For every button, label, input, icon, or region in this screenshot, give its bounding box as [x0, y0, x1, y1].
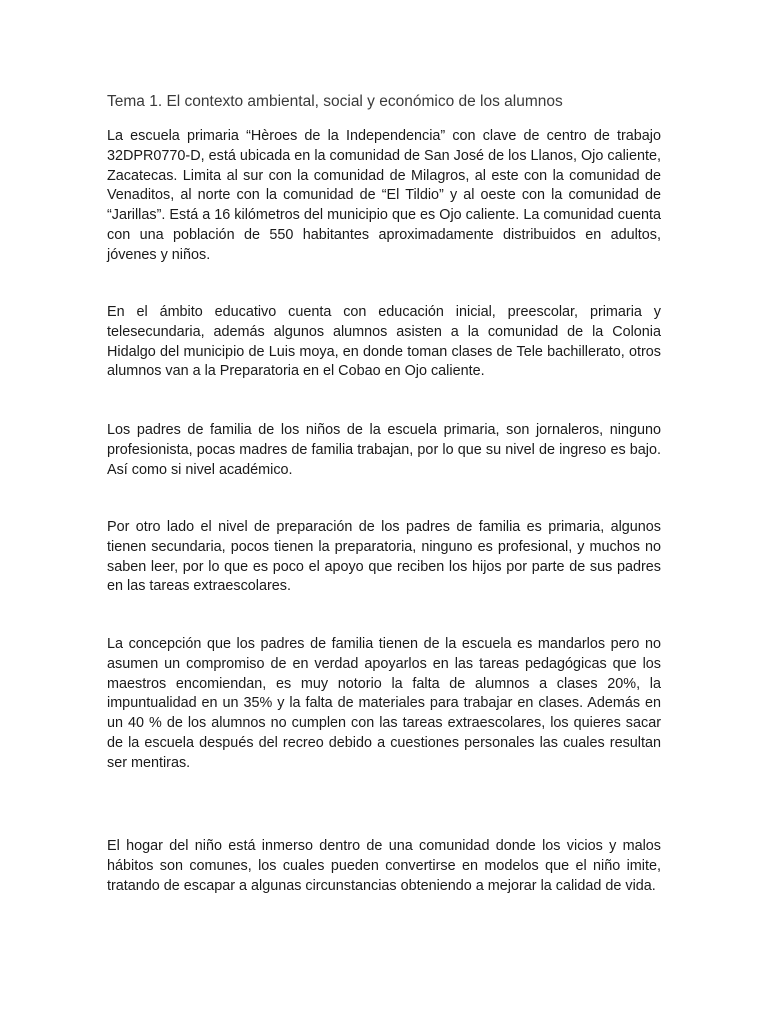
paragraph-parents-conception: La concepción que los padres de familia tienen de la escuela es mandarlos pero no asumen un compromiso de en verdad apoyarlos en las tareas pedagógicas que los maestros encomiendan, es muy notorio la falta de alumnos a clases 20%, la impuntualidad en un 35% y la falta de materiales para trabajar en clases. Además en un 40 % de los alumnos no cumplen con las tareas extraescolares, los quieres sacar de la escuela después del recreo debido a cuestiones personales las cuales resultan ser mentiras.	[107, 636, 661, 771]
document-title: Tema 1. El contexto ambiental, social y económico de los alumnos	[107, 93, 563, 110]
paragraph-parents-education: Por otro lado el nivel de preparación de los padres de familia es primaria, algunos tienen secundaria, pocos tienen la preparatoria, ninguno es profesional, y muchos no saben leer, por lo que es poco el apoyo que reciben los hijos por parte de sus padres en las tareas extraescolares.	[107, 519, 661, 595]
paragraph-home-environment: El hogar del niño está inmerso dentro de una comunidad donde los vicios y malos hábitos son comunes, los cuales pueden convertirse en modelos que el niño imite, tratando de escapar a algunas circunstancias obteniendo a mejorar la calidad de vida.	[107, 838, 661, 894]
paragraph-parents-occupation: Los padres de familia de los niños de la escuela primaria, son jornaleros, ninguno profesionista, pocas madres de familia trabajan, por lo que su nivel de ingreso es bajo. Así como si nivel académico.	[107, 422, 661, 478]
paragraph-school-location: La escuela primaria “Hèroes de la Independencia” con clave de centro de trabajo 32DPR0770-D, está ubicada en la comunidad de San José de los Llanos, Ojo caliente, Zacatecas. Limita al sur con la comunidad de Milagros, al este con la comunidad de Venaditos, al norte con la comunidad de “El Tildio” y al oeste con la comunidad de “Jarillas”. Está a 16 kilómetros del municipio que es Ojo caliente. La comunidad cuenta con una población de 550 habitantes aproximadamente distribuidos en adultos, jóvenes y niños.	[107, 128, 661, 263]
paragraph-education-scope: En el ámbito educativo cuenta con educación inicial, preescolar, primaria y telesecundaria, además algunos alumnos asisten a la comunidad de la Colonia Hidalgo del municipio de Luis moya, en donde toman clases de Tele bachillerato, otros alumnos van a la Preparatoria en el Cobao en Ojo caliente.	[107, 304, 661, 380]
